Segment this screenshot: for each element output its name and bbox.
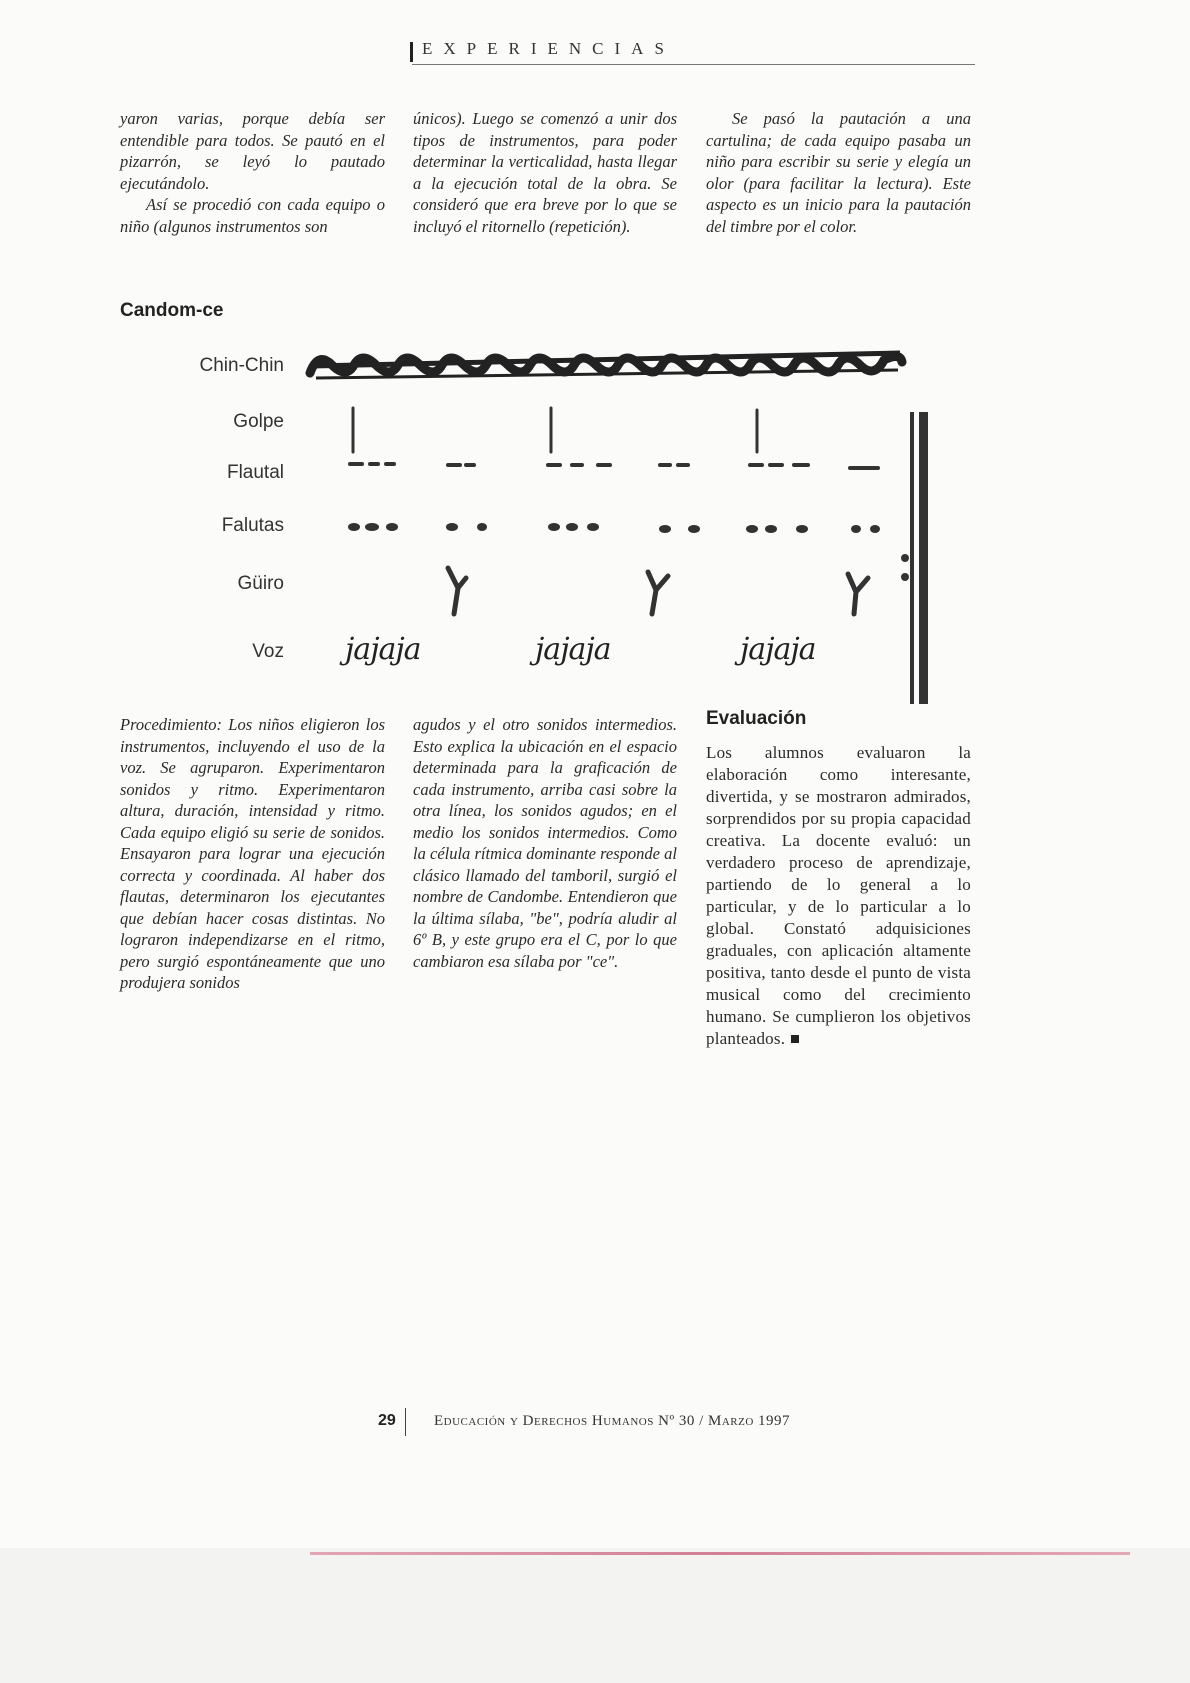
intro-paragraph: Se pasó la pautación a una cartulina; de cada equipo pasaba un niño para escribir su serie y elegía un olor (para facilitar la lectura). Este aspecto es un inicio para la pautación del timbre por el color. (706, 109, 971, 236)
voz-syllable: jajaja (740, 632, 816, 667)
procedure-paragraph: Procedimiento: Los niños eligieron los instrumentos, incluyendo el uso de la voz. Se agruparon. Experimentaron sonidos y ritmo. Experimentaron altura, duración, intensidad y ritmo. Cada equipo eligió su serie de sonidos. Ensayaron para lograr una ejecución correcta y coordinada. Al haber dos flautas, determinaron los ejecutantes que debían hacer cosas distintas. No lograron independizarse en el ritmo, pero surgió espontáneamente que uno produjera sonidos (120, 715, 385, 992)
voz-syllable: jajaja (345, 632, 421, 667)
instrument-label: Voz (252, 641, 284, 662)
procedure-column-2 (413, 714, 677, 972)
repeat-sign (901, 412, 928, 704)
instrument-label: Golpe (233, 411, 284, 432)
page-number: 29 (378, 1412, 396, 1429)
instrument-label: Falutas (221, 515, 284, 536)
instrument-label: Flautal (226, 462, 284, 483)
flautal-dashes (350, 464, 878, 468)
chin-chin-wave (310, 353, 902, 378)
evaluation-body (706, 742, 971, 1050)
footer-divider (405, 1408, 406, 1436)
page-edge-line (310, 1552, 1130, 1555)
graphic-score (0, 0, 1190, 720)
intro-paragraph: únicos). Luego se comenzó a unir dos tipos de instrumentos, para poder determinar la verticalidad, hasta llegar a la ejecución total de la obra. Se consideró que era breve por lo que se incluyó el ritornello (repetición). (413, 109, 677, 236)
intro-paragraph: Así se procedió con cada equipo o niño (algunos instrumentos son (120, 195, 385, 236)
falutas-dots (348, 523, 880, 533)
golpe-strokes (353, 408, 757, 452)
section-header: EXPERIENCIAS (422, 39, 675, 58)
evaluation-title: Evaluación (706, 708, 807, 729)
page-bottom-edge (0, 1548, 1190, 1683)
voz-syllable: jajaja (535, 632, 611, 667)
instrument-label: Chin-Chin (199, 355, 284, 376)
guiro-marks (448, 568, 868, 614)
end-of-article-mark (791, 1035, 799, 1043)
intro-paragraph: yaron varias, porque debía ser entendible para todos. Se pautó en el pizarrón, se leyó lo pautado ejecutándolo. (120, 109, 385, 193)
procedure-column-1 (120, 714, 385, 994)
score-title: Candom-ce (120, 300, 224, 321)
evaluation-text: Los alumnos evaluaron la elaboración como interesante, divertida, y se mostraron admirados, sorprendidos por su propia capacidad creativa. La docente evaluó: un verdadero proceso de aprendizaje, partiendo de lo general a lo particular, y de lo particular a lo global. Constató adquisiciones graduales, con aplicación altamente positiva, tanto desde el punto de vista musical como del crecimiento humano. Se cumplieron los objetivos planteados. (706, 743, 971, 1048)
publication-info: Educación y Derechos Humanos Nº 30 / Marzo 1997 (434, 1413, 791, 1429)
procedure-paragraph: agudos y el otro sonidos intermedios. Esto explica la ubicación en el espacio determinada para la graficación de cada instrumento, arriba casi sobre la otra línea, los sonidos agudos; en el medio los sonidos intermedios. Como la célula rítmica dominante responde al clásico llamado del tamboril, surgió el nombre de Candombe. Entendieron que la última sílaba, "be", podría aludir al 6º B, y este grupo era el C, por lo que cambiaron esa sílaba por "ce". (413, 715, 677, 971)
instrument-label: Güiro (237, 573, 284, 594)
